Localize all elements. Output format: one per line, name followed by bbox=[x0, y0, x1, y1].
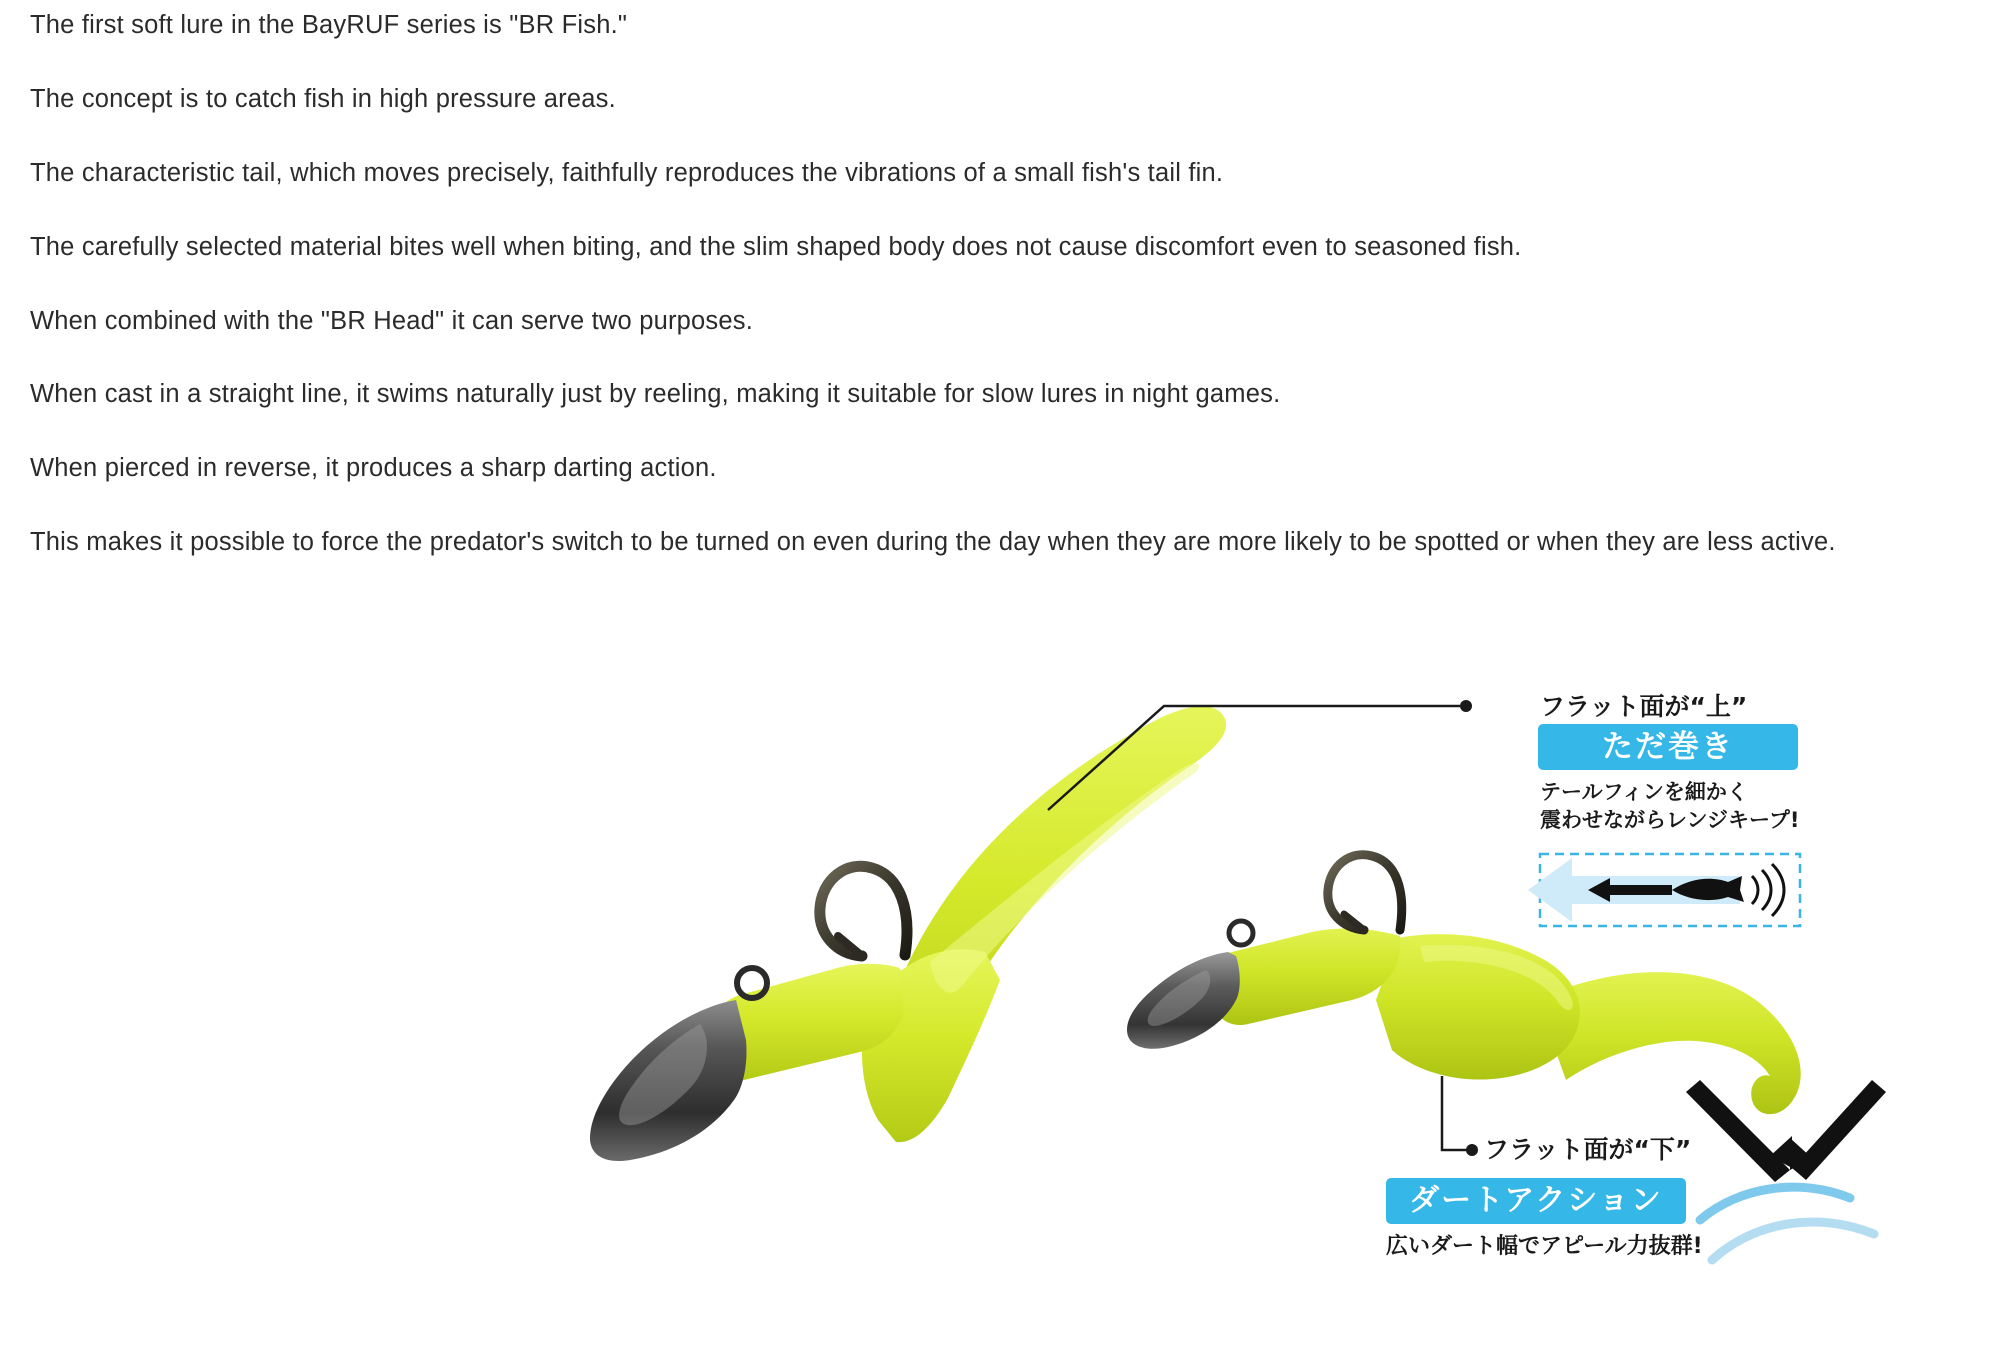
line-eye-icon-2 bbox=[1229, 921, 1253, 945]
bottom-callout-description: 広いダート幅でアピール力抜群! bbox=[1386, 1234, 1703, 1259]
paragraph-5: When combined with the "BR Head" it can serve two purposes. bbox=[30, 306, 753, 335]
paragraph-4: The carefully selected material bites well when biting, and the slim shaped body does not cause discomfort even to seasoned fish. bbox=[30, 232, 1522, 261]
bottom-callout-leader-label: フラット面が“下” bbox=[1484, 1135, 1692, 1164]
top-callout-description-line2: 震わせながらレンジキープ! bbox=[1540, 808, 1800, 832]
dart-water-swoosh-1 bbox=[1700, 1187, 1850, 1220]
top-callout-badge: ただ巻き bbox=[1538, 724, 1798, 770]
hook bbox=[820, 866, 907, 956]
article-copy bbox=[30, 10, 1970, 601]
retrieve-action-panel bbox=[1528, 854, 1800, 926]
lure2-tail bbox=[1548, 972, 1801, 1114]
dart-arrow-right bbox=[1792, 1080, 1886, 1180]
top-callout-description-line1: テールフィンを細かく bbox=[1540, 780, 1748, 804]
paragraph-1: The first soft lure in the BayRUF series is "BR Fish." bbox=[30, 11, 628, 39]
paragraph-6: When cast in a straight line, it swims naturally just by reeling, making it suitable for slow lures in night games. bbox=[30, 380, 1281, 409]
dart-water-swoosh-2 bbox=[1712, 1222, 1874, 1260]
top-callout-leader-label: フラット面が“上” bbox=[1540, 692, 1748, 721]
paragraph-8: This makes it possible to force the predator's switch to be turned on even during the day when they are more likely to be spotted or when they are less active. bbox=[30, 528, 1836, 557]
product-illustration bbox=[0, 692, 2000, 1345]
paragraph-7: When pierced in reverse, it produces a sharp darting action. bbox=[30, 454, 717, 483]
paragraph-3: The characteristic tail, which moves precisely, faithfully reproduces the vibrations of a small fish's tail fin. bbox=[30, 158, 1224, 187]
leader-dot-top bbox=[1460, 700, 1472, 712]
hook-2 bbox=[1328, 855, 1402, 930]
leader-line-bottom bbox=[1442, 1076, 1468, 1150]
bottom-callout-badge: ダートアクション bbox=[1386, 1178, 1686, 1224]
leader-dot-bottom bbox=[1466, 1144, 1478, 1156]
paragraph-2: The concept is to catch fish in high pressure areas. bbox=[30, 84, 616, 113]
